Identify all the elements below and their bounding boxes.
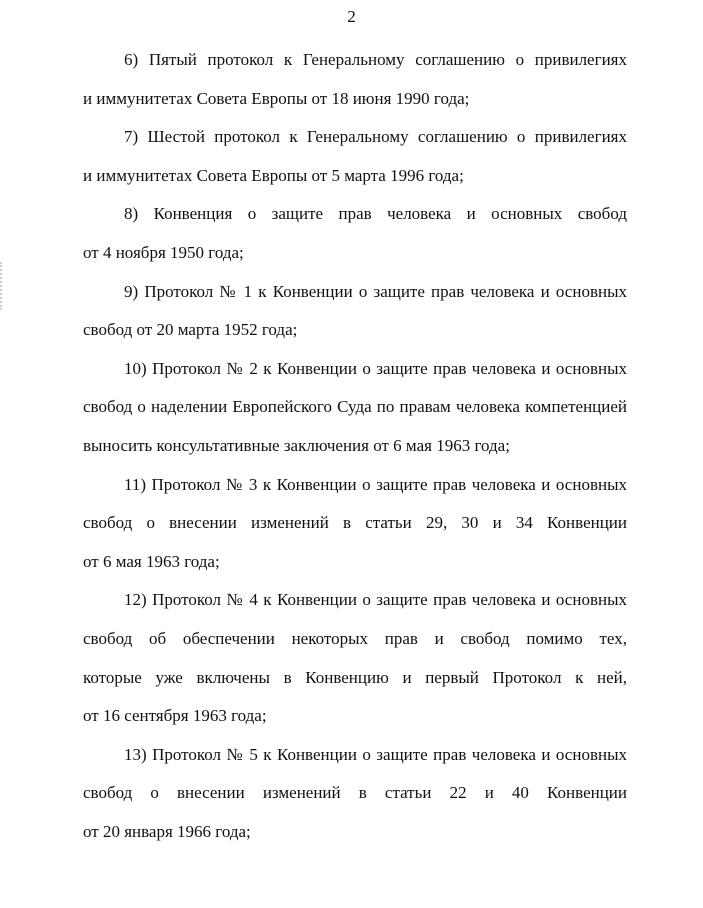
list-item-line: 8) Конвенция о защите прав человека и основных свобод	[124, 204, 627, 223]
list-item-line: 7) Шестой протокол к Генеральному соглашению о привилегиях	[124, 127, 627, 146]
list-item-line: от 4 ноября 1950 года;	[83, 243, 244, 262]
page-number: 2	[347, 7, 356, 26]
list-item-line: 10) Протокол № 2 к Конвенции о защите прав человека и основных	[124, 359, 627, 378]
list-item-line: свобод о наделении Европейского Суда по правам человека компетенцией	[83, 397, 627, 416]
list-item-line: 13) Протокол № 5 к Конвенции о защите прав человека и основных	[124, 745, 627, 764]
list-item-line: от 16 сентября 1963 года;	[83, 706, 267, 725]
list-item-line: от 20 января 1966 года;	[83, 822, 251, 841]
scan-margin-marks	[0, 262, 5, 310]
list-item-line: и иммунитетах Совета Европы от 5 марта 1996 года;	[83, 166, 464, 185]
list-item-line: и иммунитетах Совета Европы от 18 июня 1990 года;	[83, 89, 470, 108]
list-item-line: 11) Протокол № 3 к Конвенции о защите прав человека и основных	[124, 475, 627, 494]
list-item-line: свобод о внесении изменений в статьи 22 и 40 Конвенции	[83, 783, 627, 802]
list-item-line: свобод об обеспечении некоторых прав и свобод помимо тех,	[83, 629, 627, 648]
list-item-line: от 6 мая 1963 года;	[83, 552, 220, 571]
list-item-line: 12) Протокол № 4 к Конвенции о защите прав человека и основных	[124, 590, 627, 609]
list-item-line: свобод о внесении изменений в статьи 29, 30 и 34 Конвенции	[83, 513, 627, 532]
list-item-line: 9) Протокол № 1 к Конвенции о защите прав человека и основных	[124, 282, 627, 301]
list-item-line: которые уже включены в Конвенцию и первый Протокол к ней,	[83, 668, 627, 687]
list-item-line: выносить консультативные заключения от 6 мая 1963 года;	[83, 436, 510, 455]
list-item-line: свобод от 20 марта 1952 года;	[83, 320, 298, 339]
list-item-line: 6) Пятый протокол к Генеральному соглашению о привилегиях	[124, 50, 627, 69]
